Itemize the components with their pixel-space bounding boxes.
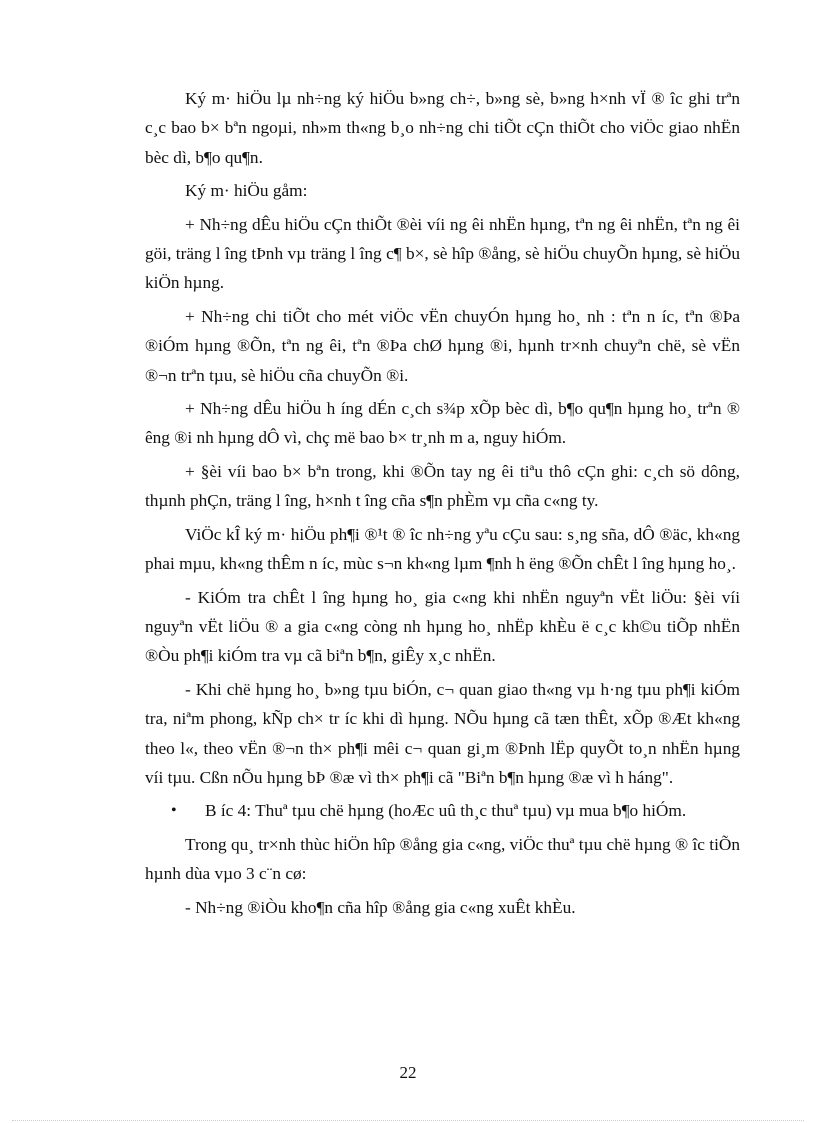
bullet-text: B íc 4: Thuª tµu chë hµng (hoÆc uû th¸c thuª tµu) vµ mua b¶o hiÓm. — [205, 801, 687, 821]
paragraph-definition: Ký m· hiÖu lµ nh÷ng ký hiÖu b»ng ch÷, b»ng sè, b»ng h×nh vÏ ® îc ghi trªn c¸c bao b× bªn ngoµi, nh»m th«ng b¸o nh÷ng chi tiÕt cÇn thiÕt cho viÖc giao nhËn bèc dì, b¶o qu¶n. — [145, 89, 740, 167]
footer-divider — [12, 1120, 804, 1121]
paragraph-handling-marks: + Nh÷ng dÊu hiÖu h íng dÉn c¸ch s¾p xÕp bèc dì, b¶o qu¶n hµng ho¸ trªn ® êng ®i nh hµng dÔ vì, chç më bao b× tr¸nh m a, nguy hiÓm. — [145, 399, 740, 448]
list-item-step-4 — [145, 796, 740, 825]
paragraph-inner-packaging: + §èi víi bao b× bªn trong, khi ®Õn tay ng êi tiªu thô cÇn ghi: c¸ch sö dông, thµnh phÇn, träng l îng, h×nh t îng cña s¶n phÈm vµ cña c«ng ty. — [145, 461, 740, 511]
paragraph-marking-requirements: ViÖc kÎ ký m· hiÖu ph¶i ®¹t ® îc nh÷ng yªu cÇu sau: s¸ng sña, dÔ ®äc, kh«ng phai mµu, kh«ng thÊm n íc, mùc s¬n kh«ng lµm ¶nh h ëng ®Õn chÊt l îng hµng ho¸. — [145, 524, 740, 574]
paragraph-contract-terms: - Nh÷ng ®iÒu kho¶n cña hîp ®ång gia c«ng xuÊt khÈu. — [185, 897, 576, 917]
paragraph-recipient-marks: + Nh÷ng dÊu hiÖu cÇn thiÕt ®èi víi ng êi nhËn hµng, tªn ng êi nhËn, tªn ng êi göi, träng l îng tÞnh vµ träng l îng c¶ b×, sè hîp ®ång, sè hiÖu chuyÕn hµng, sè hiÖu kiÖn hµng. — [145, 214, 740, 293]
bullet-icon: • — [171, 802, 177, 820]
body-text — [145, 84, 740, 926]
page-number: 22 — [399, 1063, 417, 1082]
paragraph-includes: Ký m· hiÖu gåm: — [185, 181, 308, 201]
paragraph-chartering: Trong qu¸ tr×nh thùc hiÖn hîp ®ång gia c«ng, viÖc thuª tµu chë hµng ® îc tiÕn hµnh dùa vµo 3 c¨n cø: — [145, 834, 740, 884]
paragraph-quality-check: - KiÓm tra chÊt l îng hµng ho¸ gia c«ng khi nhËn nguyªn vËt liÖu: §èi víi nguyªn vËt liÖu ® a gia c«ng còng nh hµng ho¸ nhËp khÈu ë c¸c kh©u tiÕp nhËn ®Òu ph¶i kiÓm tra vµ cã biªn b¶n, giÊy x¸c nhËn. — [145, 587, 740, 666]
paragraph-sea-transport: - Khi chë hµng ho¸ b»ng tµu biÓn, c¬ quan giao th«ng vµ h·ng tµu ph¶i kiÓm tra, niªm phong, kÑp ch× tr íc khi dì hµng. NÕu hµng cã tæn thÊt, xÕp ®Æt kh«ng theo l«, theo vËn ®¬n th× ph¶i mêi c¬ quan gi¸m ®Þnh lËp quyÕt to¸n nhËn hµng víi tµu. Cßn nÕu hµng bÞ ®æ vì th× ph¶i cã "Biªn b¶n hµng ®æ vì h háng". — [145, 679, 740, 787]
paragraph-transport-details: + Nh÷ng chi tiÕt cho mét viÖc vËn chuyÓn hµng ho¸ nh : tªn n íc, tªn ®Þa ®iÓm hµng ®Õn, tªn ng êi, tªn ®Þa chØ hµng ®i, hµnh tr×nh chuyªn chë, sè vËn ®¬n trªn tµu, sè hiÖu cña chuyÕn ®i. — [145, 306, 740, 385]
